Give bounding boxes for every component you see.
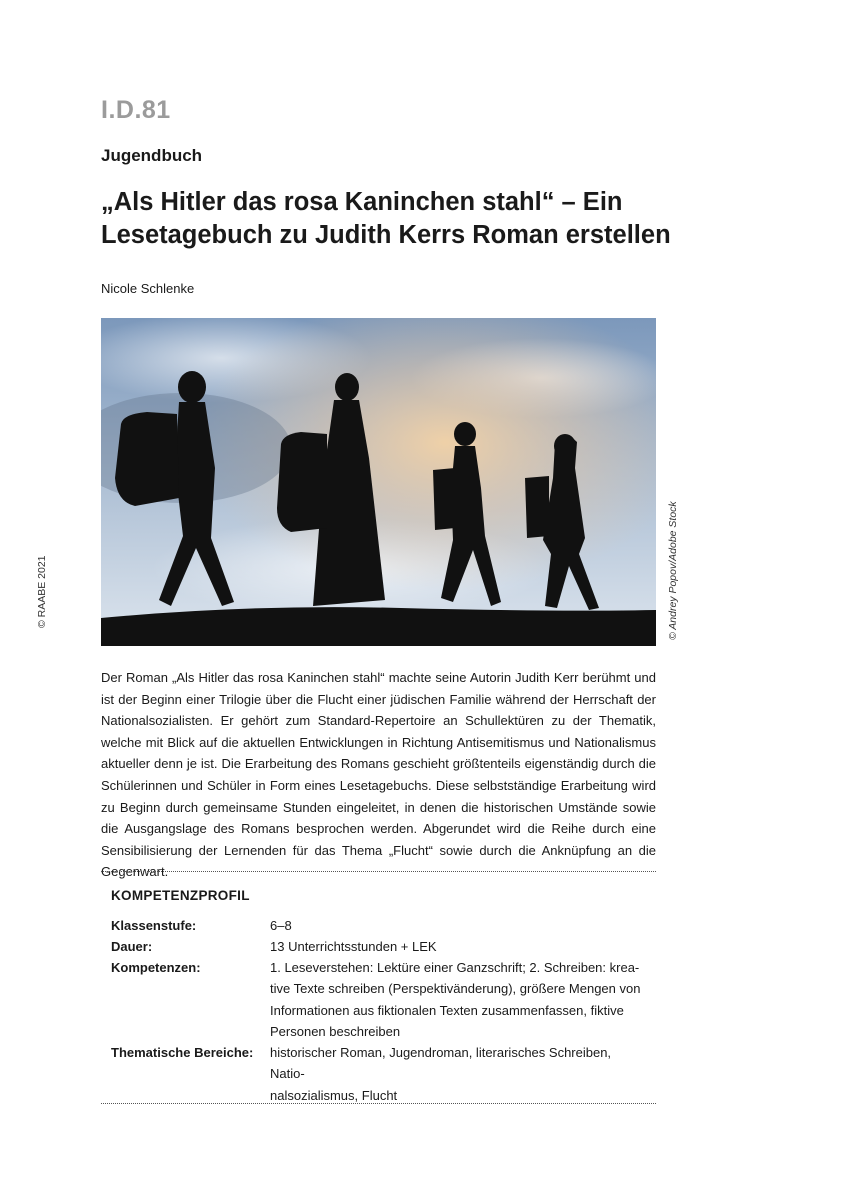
divider-bottom — [101, 1103, 656, 1104]
profile-value-line: tive Texte schreiben (Perspektivänderung), größere Mengen von — [270, 981, 641, 997]
profile-value — [270, 957, 642, 1043]
divider-top — [101, 871, 656, 872]
author-name: Nicole Schlenke — [101, 281, 195, 296]
profile-value-line: 1. Leseverstehen: Lektüre einer Ganzschrift; 2. Schreiben: krea- — [270, 960, 640, 975]
intro-paragraph: Der Roman „Als Hitler das rosa Kaninchen stahl“ machte seine Autorin Judith Kerr berühmt und ist der Beginn einer Trilogie über die Flucht einer jüdischen Familie während der Herrschaft der Nationalsozialisten. Er gehört zum Standard-Repertoire an Schullektüren zu der Thematik, welche mit Blick auf die aktuellen Entwicklungen in Richtung Antisemitismus und Nationalismus aktueller denn je ist. Die Erarbeitung des Romans geschieht größtenteils eigenständig durch die Schülerinnen und Schüler in Form eines Lesetagebuchs. Diese selbstständige Erarbeitung wird zu Beginn durch gemeinsame Stunden eingeleitet, in denen die historischen Umstände sowie die Ausgangslage des Romans besprochen werden. Abgerundet wird die Reihe durch eine Sensibilisierung der Lernenden für das Thema „Flucht“ sowie durch die Anknüpfung an die Gegenwart. — [101, 670, 656, 880]
page-title — [101, 186, 701, 252]
title-line-1: „Als Hitler das rosa Kaninchen stahl“ – Ein — [101, 188, 623, 216]
profile-value-line: nalsozialismus, Flucht — [270, 1087, 398, 1103]
profile-value-line: historischer Roman, Jugendroman, literarisches Schreiben, Natio- — [270, 1045, 612, 1082]
profile-value-line: Personen beschreiben — [270, 1024, 401, 1040]
profile-value-line: 6–8 — [270, 918, 292, 933]
profile-heading: KOMPETENZPROFIL — [111, 888, 250, 903]
hero-image — [101, 318, 656, 646]
profile-label: Dauer: — [111, 939, 153, 954]
document-code: I.D.81 — [101, 96, 171, 124]
profile-label: Thematische Bereiche: — [111, 1045, 254, 1060]
title-line-2: Lesetagebuch zu Judith Kerrs Roman erstellen — [101, 221, 671, 249]
profile-value — [270, 1042, 642, 1106]
photo-credit: © Andrey Popov/Adobe Stock — [667, 501, 679, 640]
category-label: Jugendbuch — [101, 146, 203, 165]
profile-value — [270, 915, 642, 936]
silhouette-family-illustration — [101, 318, 656, 646]
profile-label: Kompetenzen: — [111, 960, 201, 975]
copyright-notice: © RAABE 2021 — [36, 555, 48, 628]
profile-value-line: 13 Unterrichtsstunden + LEK — [270, 939, 437, 954]
profile-value-line: Informationen aus fiktionalen Texten zusammenfassen, fiktive — [270, 1002, 624, 1018]
profile-label: Klassenstufe: — [111, 918, 197, 933]
profile-value — [270, 936, 642, 957]
